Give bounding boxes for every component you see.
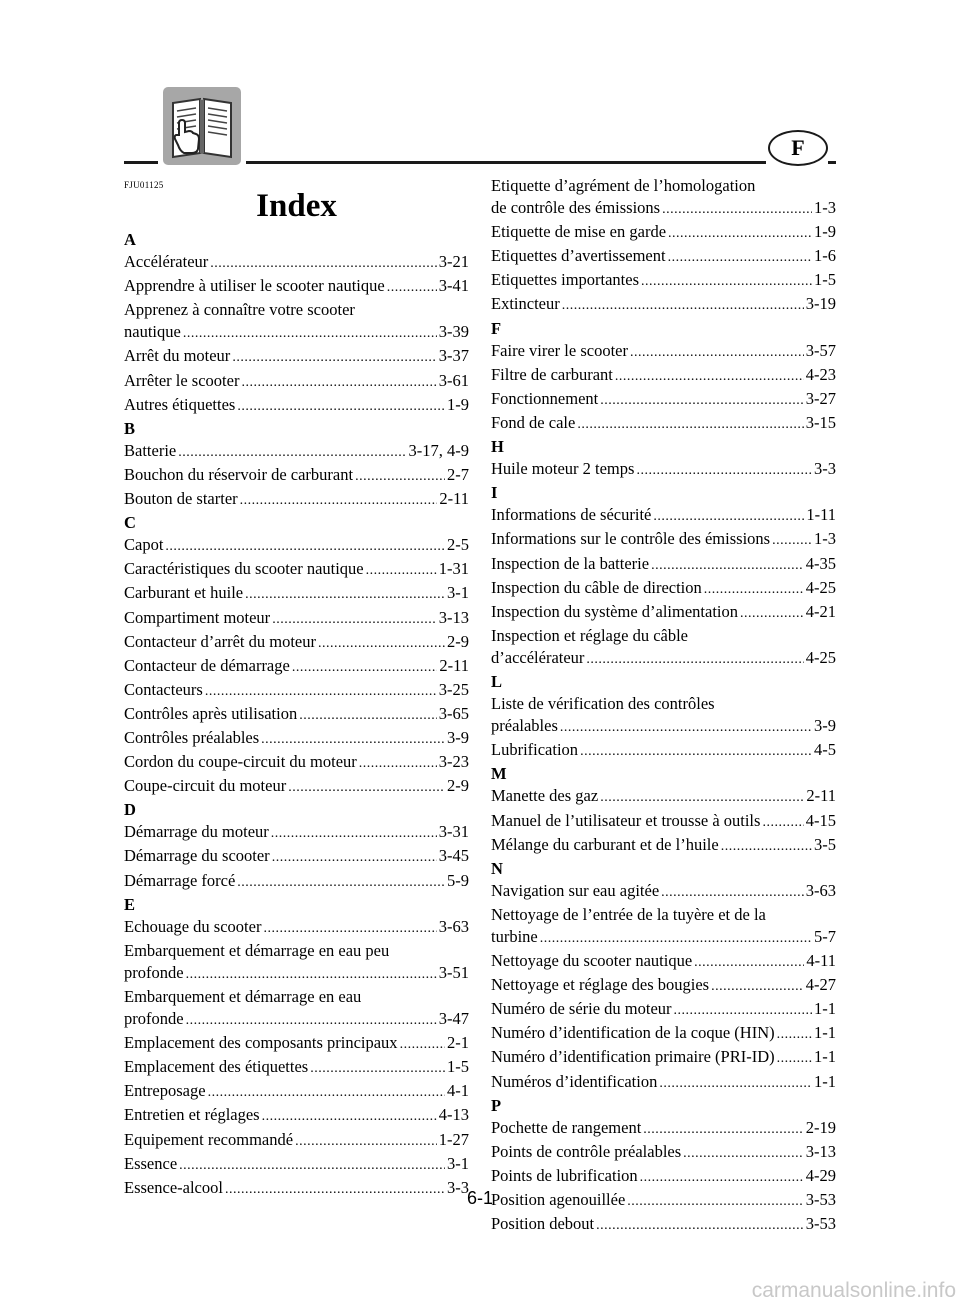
index-entry [124,582,469,606]
index-entry-first-line: Etiquette d’agrément de l’homologation [491,176,756,195]
dot-leader [615,366,804,388]
dot-leader [292,657,438,679]
index-entry-label: Numéro d’identification de la coque (HIN) [491,1023,775,1043]
index-entry [491,1117,836,1141]
index-entry-label: Compartiment moteur [124,607,271,627]
index-entry-first-line: Embarquement et démarrage en eau peu [124,940,390,960]
index-entry [491,647,836,671]
index-entry-label: Nettoyage du scooter nautique [491,951,693,971]
index-entry [491,834,836,858]
index-entry [124,1080,469,1104]
index-entry-page: 3-17, 4-9 [408,440,469,460]
index-entry-label: Faire virer le scooter [491,340,628,360]
section-letter: I [491,483,498,503]
index-entry [491,1046,836,1070]
index-entry [124,1008,469,1032]
dot-leader [387,277,437,299]
page-title: Index [256,188,337,224]
index-entry-page: 4-25 [805,647,836,667]
dot-leader [295,1131,437,1153]
dot-leader [636,460,812,482]
index-entry-label: Carburant et huile [124,583,244,603]
index-entry-page: 3-47 [438,1009,469,1029]
index-entry-label: Manette des gaz [491,786,599,806]
dot-leader [310,1058,445,1080]
index-entry [124,370,469,394]
index-entry-page: 3-57 [805,340,836,360]
dot-leader [659,1073,812,1095]
index-entry-page: 2-11 [806,786,836,806]
dot-leader [359,753,437,775]
section-letter: D [124,800,136,820]
index-entry [124,440,469,464]
index-entry-page: 3-27 [805,388,836,408]
index-entry-page: 3-31 [438,822,469,842]
index-entry [491,340,836,364]
dot-leader [777,1048,812,1070]
index-entry [124,321,469,345]
index-entry-label: Numéro d’identification primaire (PRI-ID) [491,1047,775,1067]
index-entry [124,488,469,512]
index-entry-page: 4-5 [814,740,836,760]
dot-leader [694,952,804,974]
dot-leader [704,579,804,601]
index-entry-label: d’accélérateur [491,647,585,667]
index-entry-page: 3-15 [805,412,836,432]
index-entry [124,1129,469,1153]
index-entry-page: 2-5 [447,535,469,555]
index-entry-page: 1-3 [814,198,836,218]
index-entry-label: Numéros d’identification [491,1071,658,1091]
index-entry [124,464,469,488]
header-rule-left [124,161,158,164]
index-entry [491,601,836,625]
dot-leader [165,536,445,558]
index-entry-page: 3-21 [438,252,469,272]
index-entry [124,775,469,799]
dot-leader [183,323,437,345]
dot-leader [668,223,812,245]
section-letter: E [124,894,136,914]
dot-leader [586,649,803,671]
index-entry [124,534,469,558]
index-entry [491,412,836,436]
index-entry-label: Démarrage forcé [124,870,236,890]
index-entry-label: Etiquettes d’avertissement [491,246,666,266]
section-letter: A [124,230,136,249]
dot-leader [711,976,804,998]
index-entry [124,251,469,275]
index-entry-page: 3-3 [447,1177,469,1197]
index-entry-label: Lubrification [491,740,579,760]
index-entry [491,504,836,528]
index-entry-label: Démarrage du scooter [124,846,270,866]
index-entry [491,974,836,998]
section-letter: H [491,437,504,457]
document-code: FJU01125 [124,180,164,190]
dot-leader [299,705,437,727]
index-entry-page: 4-29 [805,1165,836,1185]
section-letter: F [491,318,502,338]
index-entry-page: 3-61 [438,370,469,390]
index-entry-label: Contrôles après utilisation [124,703,298,723]
index-entry [124,727,469,751]
index-entry-label: Huile moteur 2 temps [491,459,635,479]
index-entry [491,197,836,221]
index-entry-label: Pochette de rangement [491,1117,642,1137]
index-entry-label: profonde [124,962,184,982]
index-entry [124,916,469,940]
index-entry-label: turbine [491,927,538,946]
index-entry-label: Coupe-circuit du moteur [124,776,287,796]
index-entry-label: Emplacement des étiquettes [124,1057,309,1077]
index-entry-page: 3-63 [805,880,836,900]
dot-leader [600,787,804,809]
section-letter: M [491,764,507,784]
index-entry-page: 2-11 [439,655,469,675]
index-entry-label: Position debout [491,1214,595,1234]
dot-leader [208,1082,445,1104]
index-column-left [124,229,469,1201]
dot-leader [232,347,436,369]
manual-book-icon [163,87,241,165]
index-entry-label: Numéro de série du moteur [491,999,672,1019]
index-entry [491,1213,836,1237]
dot-leader [288,777,445,799]
index-entry-label: Essence [124,1153,178,1173]
index-entry-page: 1-9 [447,394,469,414]
index-entry-page: 1-11 [806,505,836,525]
index-entry [491,458,836,482]
index-entry-page: 3-25 [438,679,469,699]
index-entry-page: 1-27 [438,1129,469,1149]
index-entry-page: 2-7 [447,464,469,484]
index-entry-page: 3-13 [438,607,469,627]
index-entry [491,553,836,577]
index-entry-page: 3-19 [805,294,836,314]
section-letter: P [491,1095,502,1115]
index-entry-page: 5-7 [814,927,836,946]
dot-leader [210,253,436,275]
index-entry-page: 1-3 [814,529,836,549]
index-entry-page: 3-39 [438,322,469,342]
dot-leader [740,603,804,625]
index-entry-label: Points de contrôle préalables [491,1141,682,1161]
dot-leader [683,1143,804,1165]
index-entry [491,1071,836,1095]
index-entry [491,926,836,950]
index-entry-page: 4-15 [805,810,836,830]
index-entry [491,950,836,974]
dot-leader [237,872,445,894]
dot-leader [205,681,437,703]
index-entry-label: de contrôle des émissions [491,198,661,218]
index-entry-first-line: Liste de vérification des contrôles [491,694,715,714]
index-entry-page: 3-51 [438,962,469,982]
dot-leader [641,271,812,293]
index-entry-page: 4-35 [805,553,836,573]
dot-leader [263,918,436,940]
dot-leader [245,584,445,606]
index-entry-label: Fond de cale [491,412,576,432]
dot-leader [630,342,804,364]
index-entry [491,1165,836,1189]
index-entry-label: Extincteur [491,294,560,314]
index-entry-page: 4-25 [805,577,836,597]
index-entry [491,245,836,269]
index-entry [124,703,469,727]
index-entry [124,751,469,775]
dot-leader [668,247,812,269]
index-entry-label: Contacteur de démarrage [124,655,290,675]
index-entry [124,821,469,845]
index-entry-page: 4-1 [447,1081,469,1101]
index-entry-label: Filtre de carburant [491,364,613,384]
dot-leader [777,1024,812,1046]
index-entry [491,388,836,412]
index-entry-label: Caractéristiques du scooter nautique [124,559,364,579]
index-entry-page: 1-1 [814,1071,836,1091]
index-entry [124,631,469,655]
header-rule-middle [246,161,766,164]
dot-leader [237,396,445,418]
index-entry [491,577,836,601]
dot-leader [577,414,803,436]
index-entry-first-line: Embarquement et démarrage en eau [124,987,362,1006]
dot-leader [186,964,437,986]
index-entry-label: Essence-alcool [124,1177,223,1197]
index-entry-page: 3-53 [805,1214,836,1234]
dot-leader [643,1119,803,1141]
index-entry-page: 3-41 [438,276,469,296]
index-entry-label: Etiquettes importantes [491,270,640,290]
index-entry [124,962,469,986]
dot-leader [355,466,445,488]
index-entry-label: Entretien et réglages [124,1105,260,1125]
dot-leader [653,506,804,528]
index-entry-page: 3-9 [814,716,836,736]
index-entry-page: 3-13 [805,1141,836,1161]
index-entry-page: 1-1 [814,1047,836,1067]
dot-leader [651,555,804,577]
index-entry-page: 2-9 [447,776,469,796]
index-entry-label: nautique [124,322,181,342]
index-entry-page: 1-5 [814,270,836,290]
section-letter: B [124,418,136,438]
index-column-right [491,175,836,1237]
index-entry [124,1032,469,1056]
dot-leader [661,882,804,904]
dot-leader [272,609,437,631]
index-entry-page: 4-11 [806,951,836,971]
dot-leader [178,442,406,464]
dot-leader [366,560,437,582]
index-entry-page: 4-13 [438,1105,469,1125]
dot-leader [762,812,803,834]
index-entry-label: Inspection du câble de direction [491,577,702,597]
index-entry-label: préalables [491,716,558,736]
index-entry [124,607,469,631]
watermark: carmanualsonline.info [751,1279,956,1302]
header-rule-right [828,161,836,164]
index-entry [491,293,836,317]
index-entry-label: Contacteur d’arrêt du moteur [124,631,316,651]
language-badge: F [768,130,828,166]
index-entry-page: 3-53 [805,1190,836,1210]
index-entry-label: Bouton de starter [124,489,238,509]
dot-leader [560,717,812,739]
index-entry-label: Equipement recommandé [124,1129,294,1149]
index-entry-label: Bouchon du réservoir de carburant [124,464,354,484]
index-entry [124,870,469,894]
index-entry-page: 1-1 [814,1023,836,1043]
index-entry-page: 1-6 [814,246,836,266]
index-entry-label: Inspection de la batterie [491,553,650,573]
dot-leader [318,633,445,655]
section-letter: C [124,513,136,533]
index-entry-page: 3-63 [438,916,469,936]
dot-leader [240,490,438,512]
index-entry-page: 3-5 [814,834,836,854]
index-entry-page: 2-11 [439,489,469,509]
index-entry-first-line: Inspection et réglage du câble [491,625,688,645]
index-entry [491,785,836,809]
index-entry-label: Entreposage [124,1081,206,1101]
index-entry [124,845,469,869]
index-entry-page: 3-37 [438,346,469,366]
index-entry-label: profonde [124,1009,184,1029]
dot-leader [271,823,437,845]
index-entry-page: 3-65 [438,703,469,723]
dot-leader [721,836,812,858]
index-entry-label: Fonctionnement [491,388,599,408]
index-entry [491,1022,836,1046]
index-entry-label: Position agenouillée [491,1190,626,1210]
index-entry [491,880,836,904]
index-entry-page: 1-5 [447,1057,469,1077]
dot-leader [674,1000,812,1022]
index-entry-label: Apprendre à utiliser le scooter nautique [124,276,385,296]
index-entry [491,998,836,1022]
dot-leader [186,1010,437,1032]
dot-leader [400,1034,445,1056]
index-entry-label: Cordon du coupe-circuit du moteur [124,752,357,772]
index-entry-label: Arrêt du moteur [124,346,231,366]
index-entry-label: Contacteurs [124,679,203,699]
index-entry-page: 1-9 [814,222,836,242]
index-entry-label: Nettoyage et réglage des bougies [491,975,710,995]
index-entry [124,655,469,679]
dot-leader [272,847,437,869]
index-entry-label: Inspection du système d’alimentation [491,601,738,621]
index-entry [491,528,836,552]
index-entry-first-line: Nettoyage de l’entrée de la tuyère et de la [491,904,766,924]
index-entry [124,558,469,582]
index-entry-page: 4-21 [805,601,836,621]
index-entry-label: Autres étiquettes [124,394,236,414]
index-entry-page: 2-9 [447,631,469,651]
index-entry-label: Navigation sur eau agitée [491,880,660,900]
index-entry-page: 3-45 [438,846,469,866]
index-entry [491,810,836,834]
index-entry [124,679,469,703]
index-entry-label: Accélérateur [124,252,209,272]
index-entry-label: Informations sur le contrôle des émissions [491,529,771,549]
dot-leader [179,1155,445,1177]
index-entry-label: Echouage du scooter [124,916,262,936]
index-entry [124,1056,469,1080]
page-number: 6-1 [466,1188,493,1208]
dot-leader [662,199,812,221]
index-entry-label: Informations de sécurité [491,505,652,525]
index-entry-label: Emplacement des composants principaux [124,1033,398,1053]
index-entry [124,1153,469,1177]
index-entry-label: Arrêter le scooter [124,370,240,390]
index-entry-first-line: Apprenez à connaître votre scooter [124,300,355,320]
index-entry-page: 3-9 [447,727,469,747]
dot-leader [600,390,804,412]
index-entry [491,221,836,245]
index-entry-page: 1-31 [438,559,469,579]
index-entry [491,364,836,388]
section-letter: L [491,671,503,691]
dot-leader [261,729,445,751]
index-entry [491,739,836,763]
index-entry-page: 3-1 [447,583,469,603]
index-entry-label: Etiquette de mise en garde [491,222,667,242]
index-entry-label: Points de lubrification [491,1165,638,1185]
dot-leader [262,1106,437,1128]
index-entry-page: 4-23 [805,364,836,384]
index-entry-label: Manuel de l’utilisateur et trousse à outils [491,810,761,830]
index-entry-label: Batterie [124,440,177,460]
index-entry [124,275,469,299]
dot-leader [562,295,804,317]
index-entry-page: 1-1 [814,999,836,1019]
index-entry-page: 2-19 [805,1117,836,1137]
index-entry-label: Démarrage du moteur [124,822,269,842]
index-entry-label: Mélange du carburant et de l’huile [491,834,719,854]
dot-leader [640,1167,804,1189]
index-entry-page: 4-27 [805,975,836,995]
index-entry-page: 2-1 [447,1033,469,1053]
dot-leader [772,530,812,552]
dot-leader [241,372,436,394]
index-entry [491,269,836,293]
index-entry [124,345,469,369]
index-entry-page: 5-9 [447,870,469,890]
index-entry [491,715,836,739]
index-entry-page: 3-23 [438,752,469,772]
index-entry [124,1104,469,1128]
section-letter: N [491,858,503,878]
index-entry-label: Contrôles préalables [124,727,260,747]
dot-leader [580,741,812,763]
dot-leader [540,928,812,950]
dot-leader [596,1215,804,1237]
index-entry-label: Capot [124,535,164,555]
index-entry [491,1141,836,1165]
index-entry-page: 3-3 [814,459,836,479]
index-entry [124,394,469,418]
index-entry-page: 3-1 [447,1153,469,1173]
